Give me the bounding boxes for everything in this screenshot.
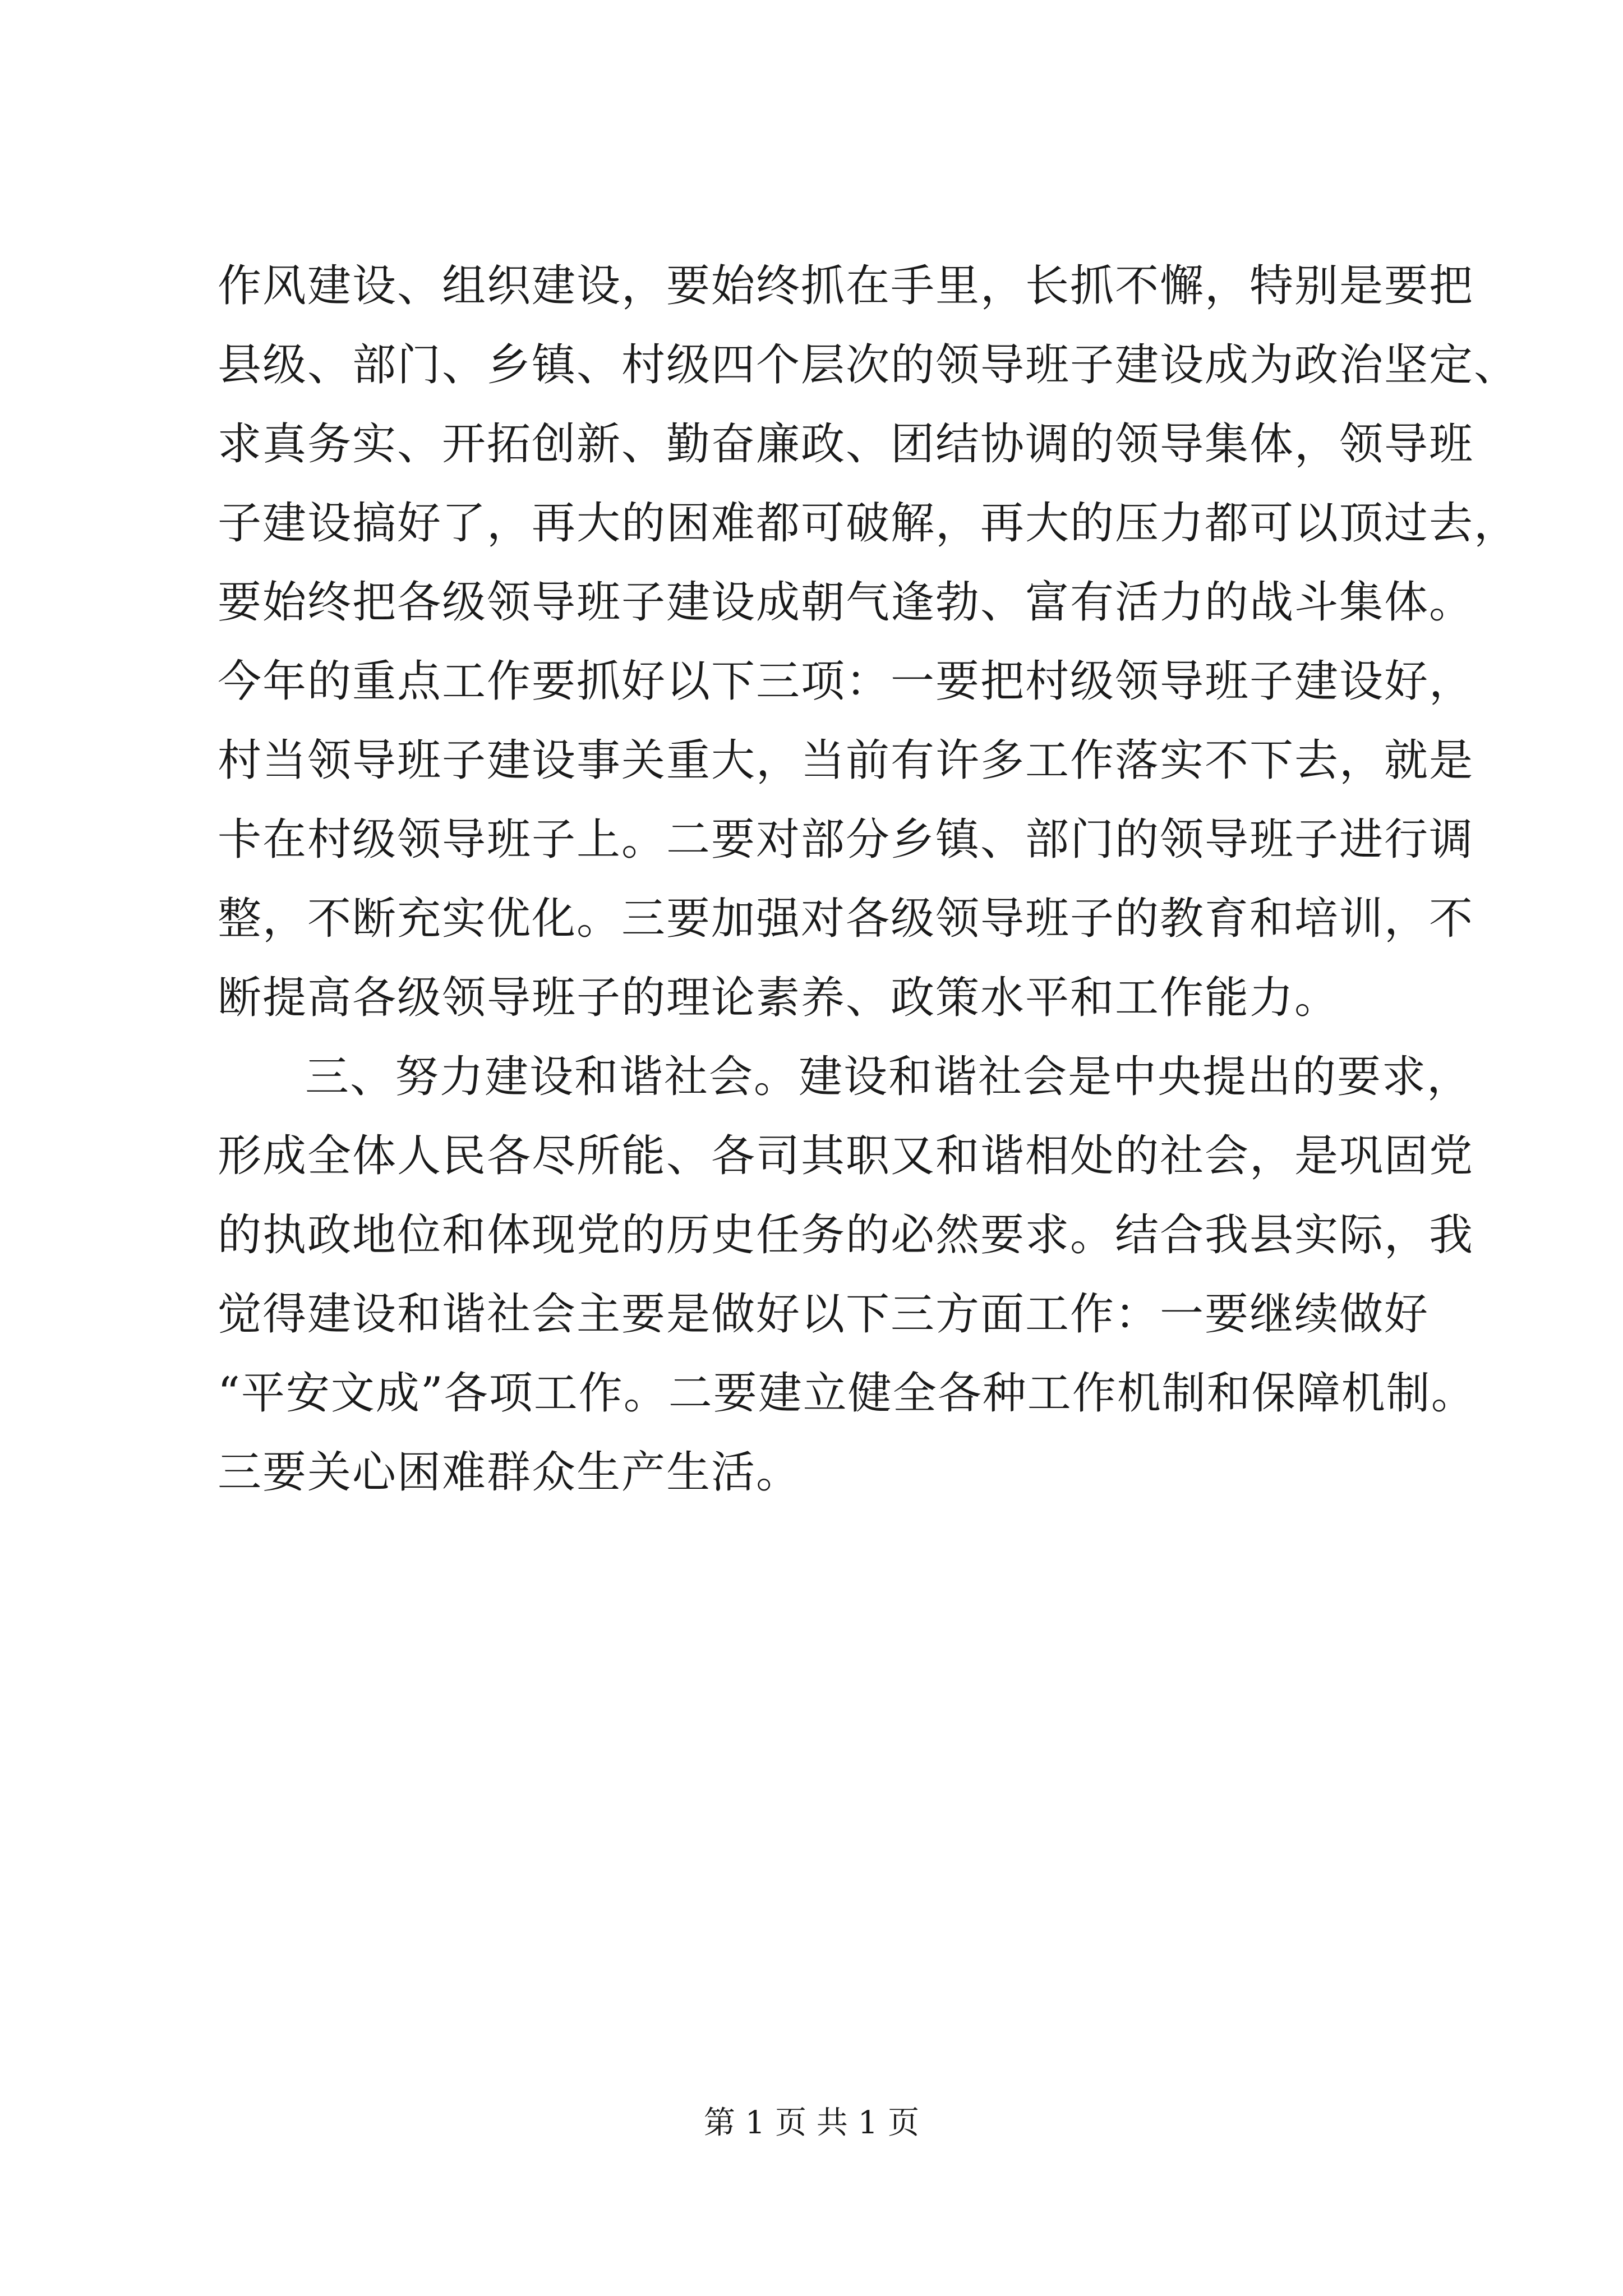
document-body xyxy=(218,247,1519,1512)
text-line: 村当领导班子建设事关重大，当前有许多工作落实不下去，就是 xyxy=(218,735,1474,786)
text-line: 的执政地位和体现党的历史任务的必然要求。结合我县实际，我 xyxy=(218,1210,1474,1260)
text-line: 求真务实、开拓创新、勤奋廉政、团结协调的领导集体，领导班 xyxy=(218,419,1474,470)
text-line: 作风建设、组织建设，要始终抓在手里，长抓不懈，特别是要把 xyxy=(218,261,1474,311)
text-line: 形成全体人民各尽所能、各司其职又和谐相处的社会，是巩固党 xyxy=(218,1131,1474,1181)
text-line: 断提高各级领导班子的理论素养、政策水平和工作能力。 xyxy=(218,973,1340,1023)
text-line: 要始终把各级领导班子建设成朝气逢勃、富有活力的战斗集体。 xyxy=(218,577,1474,628)
text-line: 觉得建设和谐社会主要是做好以下三方面工作：一要继续做好 xyxy=(218,1289,1430,1340)
text-line: 整，不断充实优化。三要加强对各级领导班子的教育和培训，不 xyxy=(218,894,1474,944)
page-number: 第 1 页 共 1 页 xyxy=(703,2105,920,2141)
text-line: 子建设搞好了，再大的困难都可破解，再大的压力都可以顶过去， xyxy=(218,498,1519,549)
text-line: 县级、部门、乡镇、村级四个层次的领导班子建设成为政治坚定、 xyxy=(218,340,1519,390)
text-line: 今年的重点工作要抓好以下三项：一要把村级领导班子建设好， xyxy=(218,656,1474,707)
text-line: 三、努力建设和谐社会。建设和谐社会是中央提出的要求， xyxy=(305,1052,1472,1102)
paragraph xyxy=(218,1038,1476,1512)
text-line: “平安文成”各项工作。二要建立健全各种工作机制和保障机制。 xyxy=(218,1368,1476,1419)
paragraph xyxy=(218,247,1519,1038)
text-line: 三要关心困难群众生产生活。 xyxy=(218,1447,801,1498)
text-line: 卡在村级领导班子上。二要对部分乡镇、部门的领导班子进行调 xyxy=(218,815,1474,865)
